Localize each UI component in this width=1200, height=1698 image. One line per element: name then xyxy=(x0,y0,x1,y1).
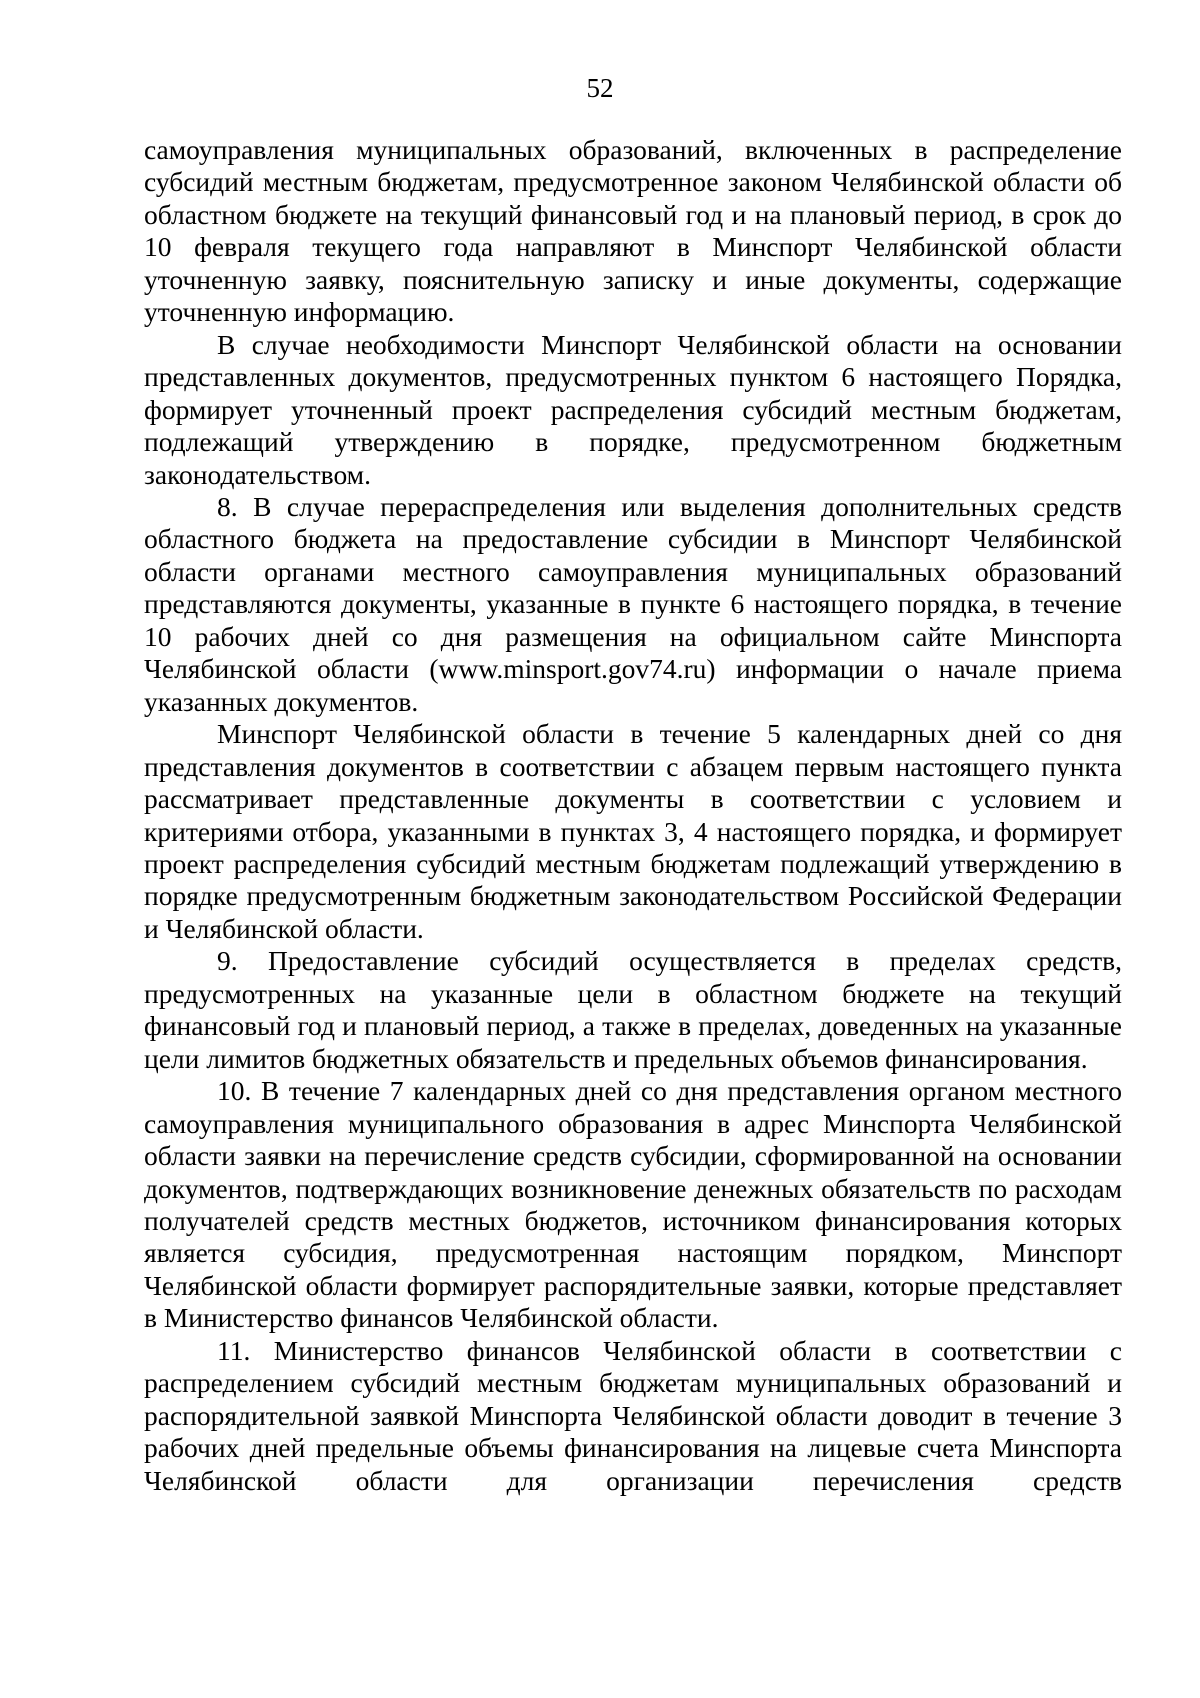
page-number: 52 xyxy=(586,73,614,103)
paragraph-item-8: 8. В случае перераспределения или выделения дополнительных средств областного бюджета на предоставление субсидии в Минспорт Челябинской области органами местного самоуправления муниципальных образований представляются документы, указанные в пункте 6 настоящего порядка, в течение 10 рабочих дней со дня размещения на официальном сайте Минспорта Челябинской области (www.minsport.gov74.ru) информации о начале приема указанных документов. xyxy=(144,490,1122,717)
paragraph-item-11: 11. Министерство финансов Челябинской области в соответствии с распределением субсидий местным бюджетам муниципальных образований и распорядительной заявкой Минспорта Челябинской области доводит в течение 3 рабочих дней предельные объемы финансирования на лицевые счета Минспорта Челябинской области для организации перечисления средств xyxy=(144,1334,1122,1496)
paragraph-item-10: 10. В течение 7 календарных дней со дня представления органом местного самоуправления муниципального образования в адрес Минспорта Челябинской области заявки на перечисление средств субсидии, сформированной на основании документов, подтверждающих возникновение денежных обязательств по расходам получателей средств местных бюджетов, источником финансирования которых является субсидия, предусмотренная настоящим порядком, Минспорт Челябинской области формирует распорядительные заявки, которые представляет в Министерство финансов Челябинской области. xyxy=(144,1075,1122,1334)
paragraph-item-9: 9. Предоставление субсидий осуществляется в пределах средств, предусмотренных на указанные цели в областном бюджете на текущий финансовый год и плановый период, а также в пределах, доведенных на указанные цели лимитов бюджетных обязательств и предельных объемов финансирования. xyxy=(144,945,1122,1074)
paragraph-item-8-review: Минспорт Челябинской области в течение 5 календарных дней со дня представления документов в соответствии с абзацем первым настоящего пункта рассматривает представленные документы в соответствии с условием и критериями отбора, указанными в пунктах 3, 4 настоящего порядка, и формирует проект распределения субсидий местным бюджетам подлежащий утверждению в порядке предусмотренным бюджетным законодательством Российской Федерации и Челябинской области. xyxy=(144,718,1122,944)
paragraph-continuation: самоуправления муниципальных образований, включенных в распределение субсидий местным бюджетам, предусмотренное законом Челябинской области об областном бюджете на текущий финансовый год и на плановый период, в срок до 10 февраля текущего года направляют в Минспорт Челябинской области уточненную заявку, пояснительную записку и иные документы, содержащие уточненную информацию. xyxy=(144,134,1122,328)
document-body xyxy=(144,134,1122,1497)
paragraph-clarified-distribution: В случае необходимости Минспорт Челябинской области на основании представленных документов, предусмотренных пунктом 6 настоящего Порядка, формирует уточненный проект распределения субсидий местным бюджетам, подлежащий утверждению в порядке, предусмотренном бюджетным законодательством. xyxy=(144,328,1122,490)
